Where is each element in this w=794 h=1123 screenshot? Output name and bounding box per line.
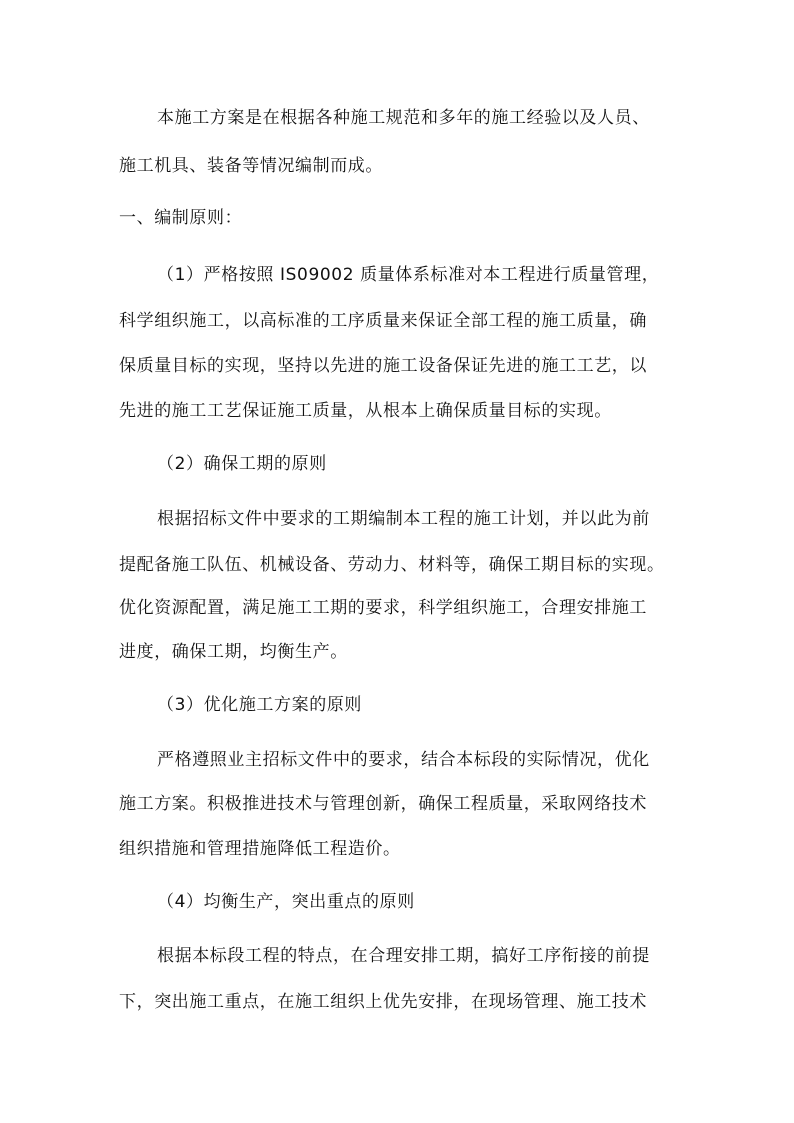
section-heading: 一、编制原则： xyxy=(119,208,243,228)
item-3-heading: （3）优化施工方案的原则 xyxy=(157,695,363,715)
item-2-line-1: 根据招标文件中要求的工期编制本工程的施工计划，并以此为前 xyxy=(157,509,650,529)
item-1-line-2: 保质量目标的实现，坚持以先进的施工设备保证先进的施工工艺，以 xyxy=(119,356,647,376)
item-2-line-3: 优化资源配置，满足施工工期的要求，科学组织施工，合理安排施工 xyxy=(119,598,647,618)
item-2-line-2: 提配备施工队伍、机械设备、劳动力、材料等，确保工期目标的实现。 xyxy=(119,555,665,575)
item-2-heading: （2）确保工期的原则 xyxy=(157,454,327,474)
item-3-line-3: 组织措施和管理措施降低工程造价。 xyxy=(119,839,401,859)
item-3-line-1: 严格遵照业主招标文件中的要求，结合本标段的实际情况，优化 xyxy=(157,750,650,770)
intro-line-2: 施工机具、装备等情况编制而成。 xyxy=(119,156,383,176)
item-2-line-4: 进度，确保工期，均衡生产。 xyxy=(119,642,348,662)
item-4-heading: （4）均衡生产，突出重点的原则 xyxy=(157,892,415,912)
item-1-line-1: 科学组织施工，以高标准的工序质量来保证全部工程的施工质量，确 xyxy=(119,311,647,331)
item-1-heading: （1）严格按照 IS09002 质量体系标准对本工程进行质量管理， xyxy=(157,265,660,285)
intro-line-1: 本施工方案是在根据各种施工规范和多年的施工经验以及人员、 xyxy=(157,108,650,128)
item-1-line-3: 先进的施工工艺保证施工质量，从根本上确保质量目标的实现。 xyxy=(119,401,612,421)
item-3-line-2: 施工方案。积极推进技术与管理创新，确保工程质量，采取网络技术 xyxy=(119,794,647,814)
item-4-line-2: 下，突出施工重点，在施工组织上优先安排，在现场管理、施工技术 xyxy=(119,992,647,1012)
item-4-line-1: 根据本标段工程的特点，在合理安排工期，搞好工序衔接的前提 xyxy=(157,946,650,966)
